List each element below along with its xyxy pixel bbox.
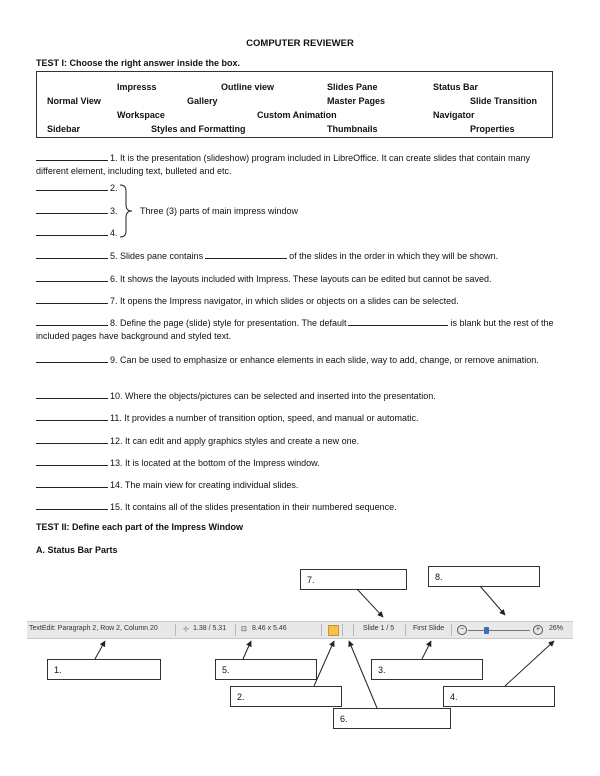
test1-heading: TEST I: Choose the right answer inside the box. <box>36 58 241 68</box>
question-9: 9. Can be used to emphasize or enhance elements in each slide, way to add, change, or remove animation. <box>36 353 556 367</box>
brace-icon <box>118 183 138 239</box>
word-item: Slide Transition <box>470 96 538 106</box>
question-11: 11. It provides a number of transition option, speed, and manual or automatic. <box>36 411 556 425</box>
label-box-1: 1. <box>47 659 161 680</box>
label-box-5: 5. <box>215 659 317 680</box>
answer-blank[interactable] <box>36 226 108 236</box>
word-item: Master Pages <box>327 96 386 106</box>
zoom-level[interactable]: 26% <box>549 625 564 632</box>
arrow-7 <box>357 589 383 617</box>
brace-text: Three (3) parts of main impress window <box>140 206 299 216</box>
position-icon: ⊹ <box>183 626 189 633</box>
arrow-6 <box>349 641 377 708</box>
word-item: Gallery <box>187 96 218 106</box>
word-item: Status Bar <box>433 82 479 92</box>
label-box-6: 6. <box>333 708 451 729</box>
word-item: Thumbnails <box>327 124 378 134</box>
word-item: Custom Animation <box>257 110 337 120</box>
question-1: 1. It is the presentation (slideshow) program included in LibreOffice. It can create slides that contain many different element, including text, bulleted and etc. <box>36 153 531 176</box>
label-box-2: 2. <box>230 686 342 707</box>
answer-blank[interactable] <box>36 316 108 326</box>
callout-arrows <box>27 565 573 735</box>
word-item: Styles and Formatting <box>151 124 246 134</box>
answer-blank[interactable] <box>205 249 287 259</box>
question-6: 6. It shows the layouts included with Impress. These layouts can be edited but cannot be saved. <box>36 272 556 286</box>
word-item: Slides Pane <box>327 82 378 92</box>
arrow-1 <box>95 641 105 659</box>
arrow-2 <box>314 641 334 686</box>
answer-blank[interactable] <box>348 316 448 326</box>
label-box-8: 8. <box>428 566 540 587</box>
answer-blank[interactable] <box>36 294 108 304</box>
answer-blank[interactable] <box>36 434 108 444</box>
zoom-out-icon[interactable]: − <box>457 625 467 635</box>
question-12: 12. It can edit and apply graphics styles and create a new one. <box>36 434 556 448</box>
slide-status: Slide 1 / 5 <box>363 625 395 632</box>
arrow-4 <box>505 641 554 686</box>
page-title: COMPUTER REVIEWER <box>246 38 354 49</box>
answer-blank[interactable] <box>36 151 108 161</box>
answer-blank[interactable] <box>36 204 108 214</box>
answer-blank[interactable] <box>36 411 108 421</box>
question-15: 15. It contains all of the slides presentation in their numbered sequence. <box>36 500 556 514</box>
word-item: Navigator <box>433 110 475 120</box>
answer-blank[interactable] <box>36 478 108 488</box>
question-7: 7. It opens the Impress navigator, in which slides or objects on a slides can be selected. <box>36 294 556 308</box>
answer-blank[interactable] <box>36 353 108 363</box>
answer-blank[interactable] <box>36 272 108 282</box>
position-status: 1.38 / 5.31 <box>193 625 227 632</box>
question-8: 8. Define the page (slide) style for presentation. The default is blank but the rest of the included pages have background and styled text. <box>36 318 554 341</box>
size-status: 8.46 x 5.46 <box>252 625 287 632</box>
answer-blank[interactable] <box>36 389 108 399</box>
answer-blank[interactable] <box>36 500 108 510</box>
question-2: 2. <box>36 181 556 195</box>
question-14: 14. The main view for creating individual slides. <box>36 478 556 492</box>
question-5: 5. Slides pane contains of the slides in the order in which they will be shown. <box>36 249 556 263</box>
arrow-3 <box>422 641 431 659</box>
answer-blank[interactable] <box>36 249 108 259</box>
word-item: Properties <box>470 124 515 134</box>
arrow-5 <box>243 641 251 659</box>
word-item: Impresss <box>117 82 157 92</box>
zoom-in-icon[interactable]: + <box>533 625 543 635</box>
word-item: Workspace <box>117 110 165 120</box>
word-box <box>36 71 553 138</box>
question-10: 10. Where the objects/pictures can be selected and inserted into the presentation. <box>36 389 556 403</box>
test2-heading: TEST II: Define each part of the Impress Window <box>36 522 243 532</box>
arrow-8 <box>480 586 505 615</box>
word-item: Normal View <box>47 96 101 106</box>
question-3: 3. <box>36 204 556 218</box>
label-box-4: 4. <box>443 686 555 707</box>
statusbar-figure <box>27 565 573 735</box>
label-box-3: 3. <box>371 659 483 680</box>
word-item: Sidebar <box>47 124 81 134</box>
answer-blank[interactable] <box>36 456 108 466</box>
size-icon: ⊡ <box>241 626 247 633</box>
master-page-status[interactable]: First Slide <box>413 625 445 632</box>
word-item: Outline view <box>221 82 275 92</box>
question-13: 13. It is located at the bottom of the Impress window. <box>36 456 556 470</box>
text-edit-status: TextEdit: Paragraph 2, Row 2, Column 20 <box>29 625 158 632</box>
label-box-7: 7. <box>300 569 407 590</box>
answer-blank[interactable] <box>36 181 108 191</box>
test2-subheading: A. Status Bar Parts <box>36 545 118 555</box>
question-4: 4. <box>36 226 556 240</box>
